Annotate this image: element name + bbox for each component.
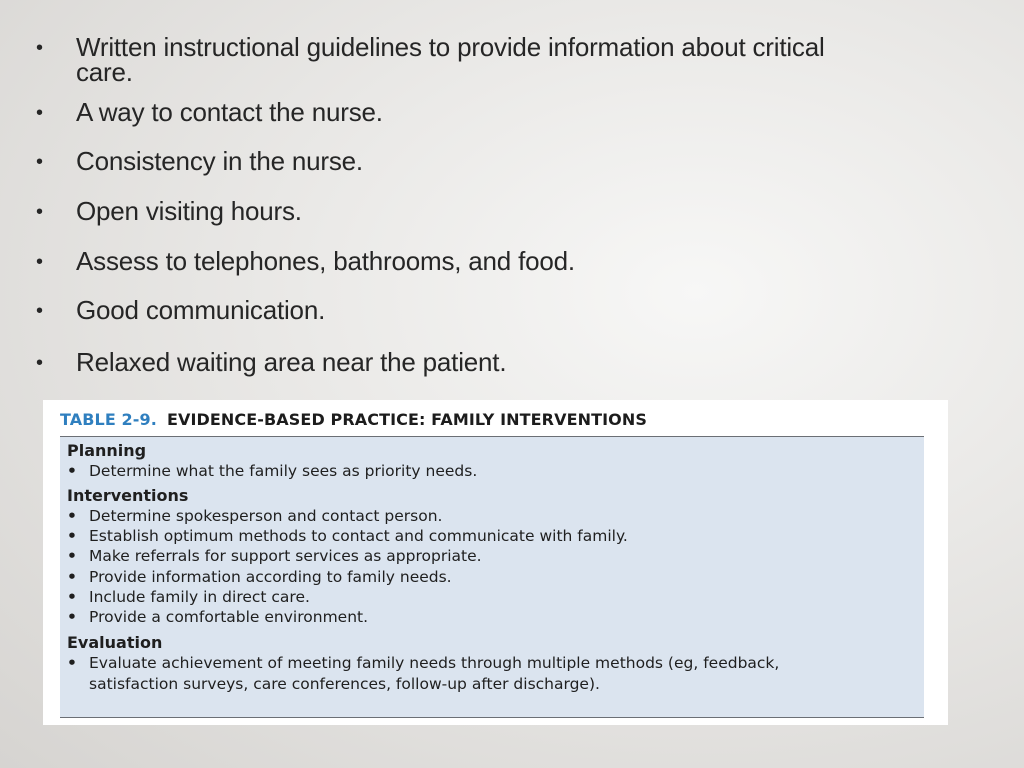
bullet-marker: • [36, 37, 44, 59]
item-text: Determine what the family sees as priority needs. [89, 462, 478, 480]
section-heading-evaluation: Evaluation [67, 633, 163, 652]
table-body [60, 436, 924, 718]
table-item [67, 587, 887, 608]
bullet-text: Relaxed waiting area near the patient. [76, 347, 507, 377]
bullet-marker: • [36, 151, 44, 173]
bullet-marker: • [36, 352, 44, 374]
item-text: Include family in direct care. [89, 588, 310, 606]
bullet-marker: • [36, 251, 44, 273]
table-name: EVIDENCE-BASED PRACTICE: FAMILY INTERVENTIONS [166, 410, 647, 429]
item-marker: • [67, 568, 77, 586]
item-marker: • [67, 588, 77, 606]
table-item [67, 461, 887, 482]
item-marker: • [67, 547, 77, 565]
item-text: Determine spokesperson and contact person. [89, 507, 443, 525]
item-text: Evaluate achievement of meeting family needs through multiple methods (eg, feedback, satisfaction surveys, care conferences, follow-up after discharge). [89, 654, 780, 693]
item-marker: • [67, 608, 77, 626]
bullet-marker: • [36, 102, 44, 124]
item-text: Provide a comfortable environment. [89, 608, 369, 626]
table-number: TABLE 2-9. [60, 410, 157, 429]
table-item [67, 506, 887, 527]
bullet-text: A way to contact the nurse. [76, 97, 383, 127]
section-heading-interventions: Interventions [67, 486, 189, 505]
item-text: Establish optimum methods to contact and communicate with family. [89, 527, 628, 545]
bullet-marker: • [36, 300, 44, 322]
bullet-text: Open visiting hours. [76, 196, 302, 226]
item-text: Make referrals for support services as appropriate. [89, 547, 482, 565]
bullet-text: Written instructional guidelines to provide information about critical care. [76, 32, 825, 87]
bullet-marker: • [36, 201, 44, 223]
item-marker: • [67, 462, 77, 480]
item-marker: • [67, 527, 77, 545]
table-item [67, 526, 887, 547]
bullet-text: Assess to telephones, bathrooms, and food. [76, 246, 575, 276]
item-text: Provide information according to family needs. [89, 568, 452, 586]
item-marker: • [67, 507, 77, 525]
table-item [67, 653, 807, 694]
evidence-table-image [43, 400, 948, 725]
item-marker: • [67, 654, 77, 672]
table-item [67, 567, 887, 588]
table-title [60, 410, 647, 430]
section-heading-planning: Planning [67, 441, 147, 460]
bullet-text: Good communication. [76, 295, 326, 325]
table-item [67, 546, 887, 567]
bullet-text: Consistency in the nurse. [76, 146, 363, 176]
table-item [67, 607, 887, 628]
